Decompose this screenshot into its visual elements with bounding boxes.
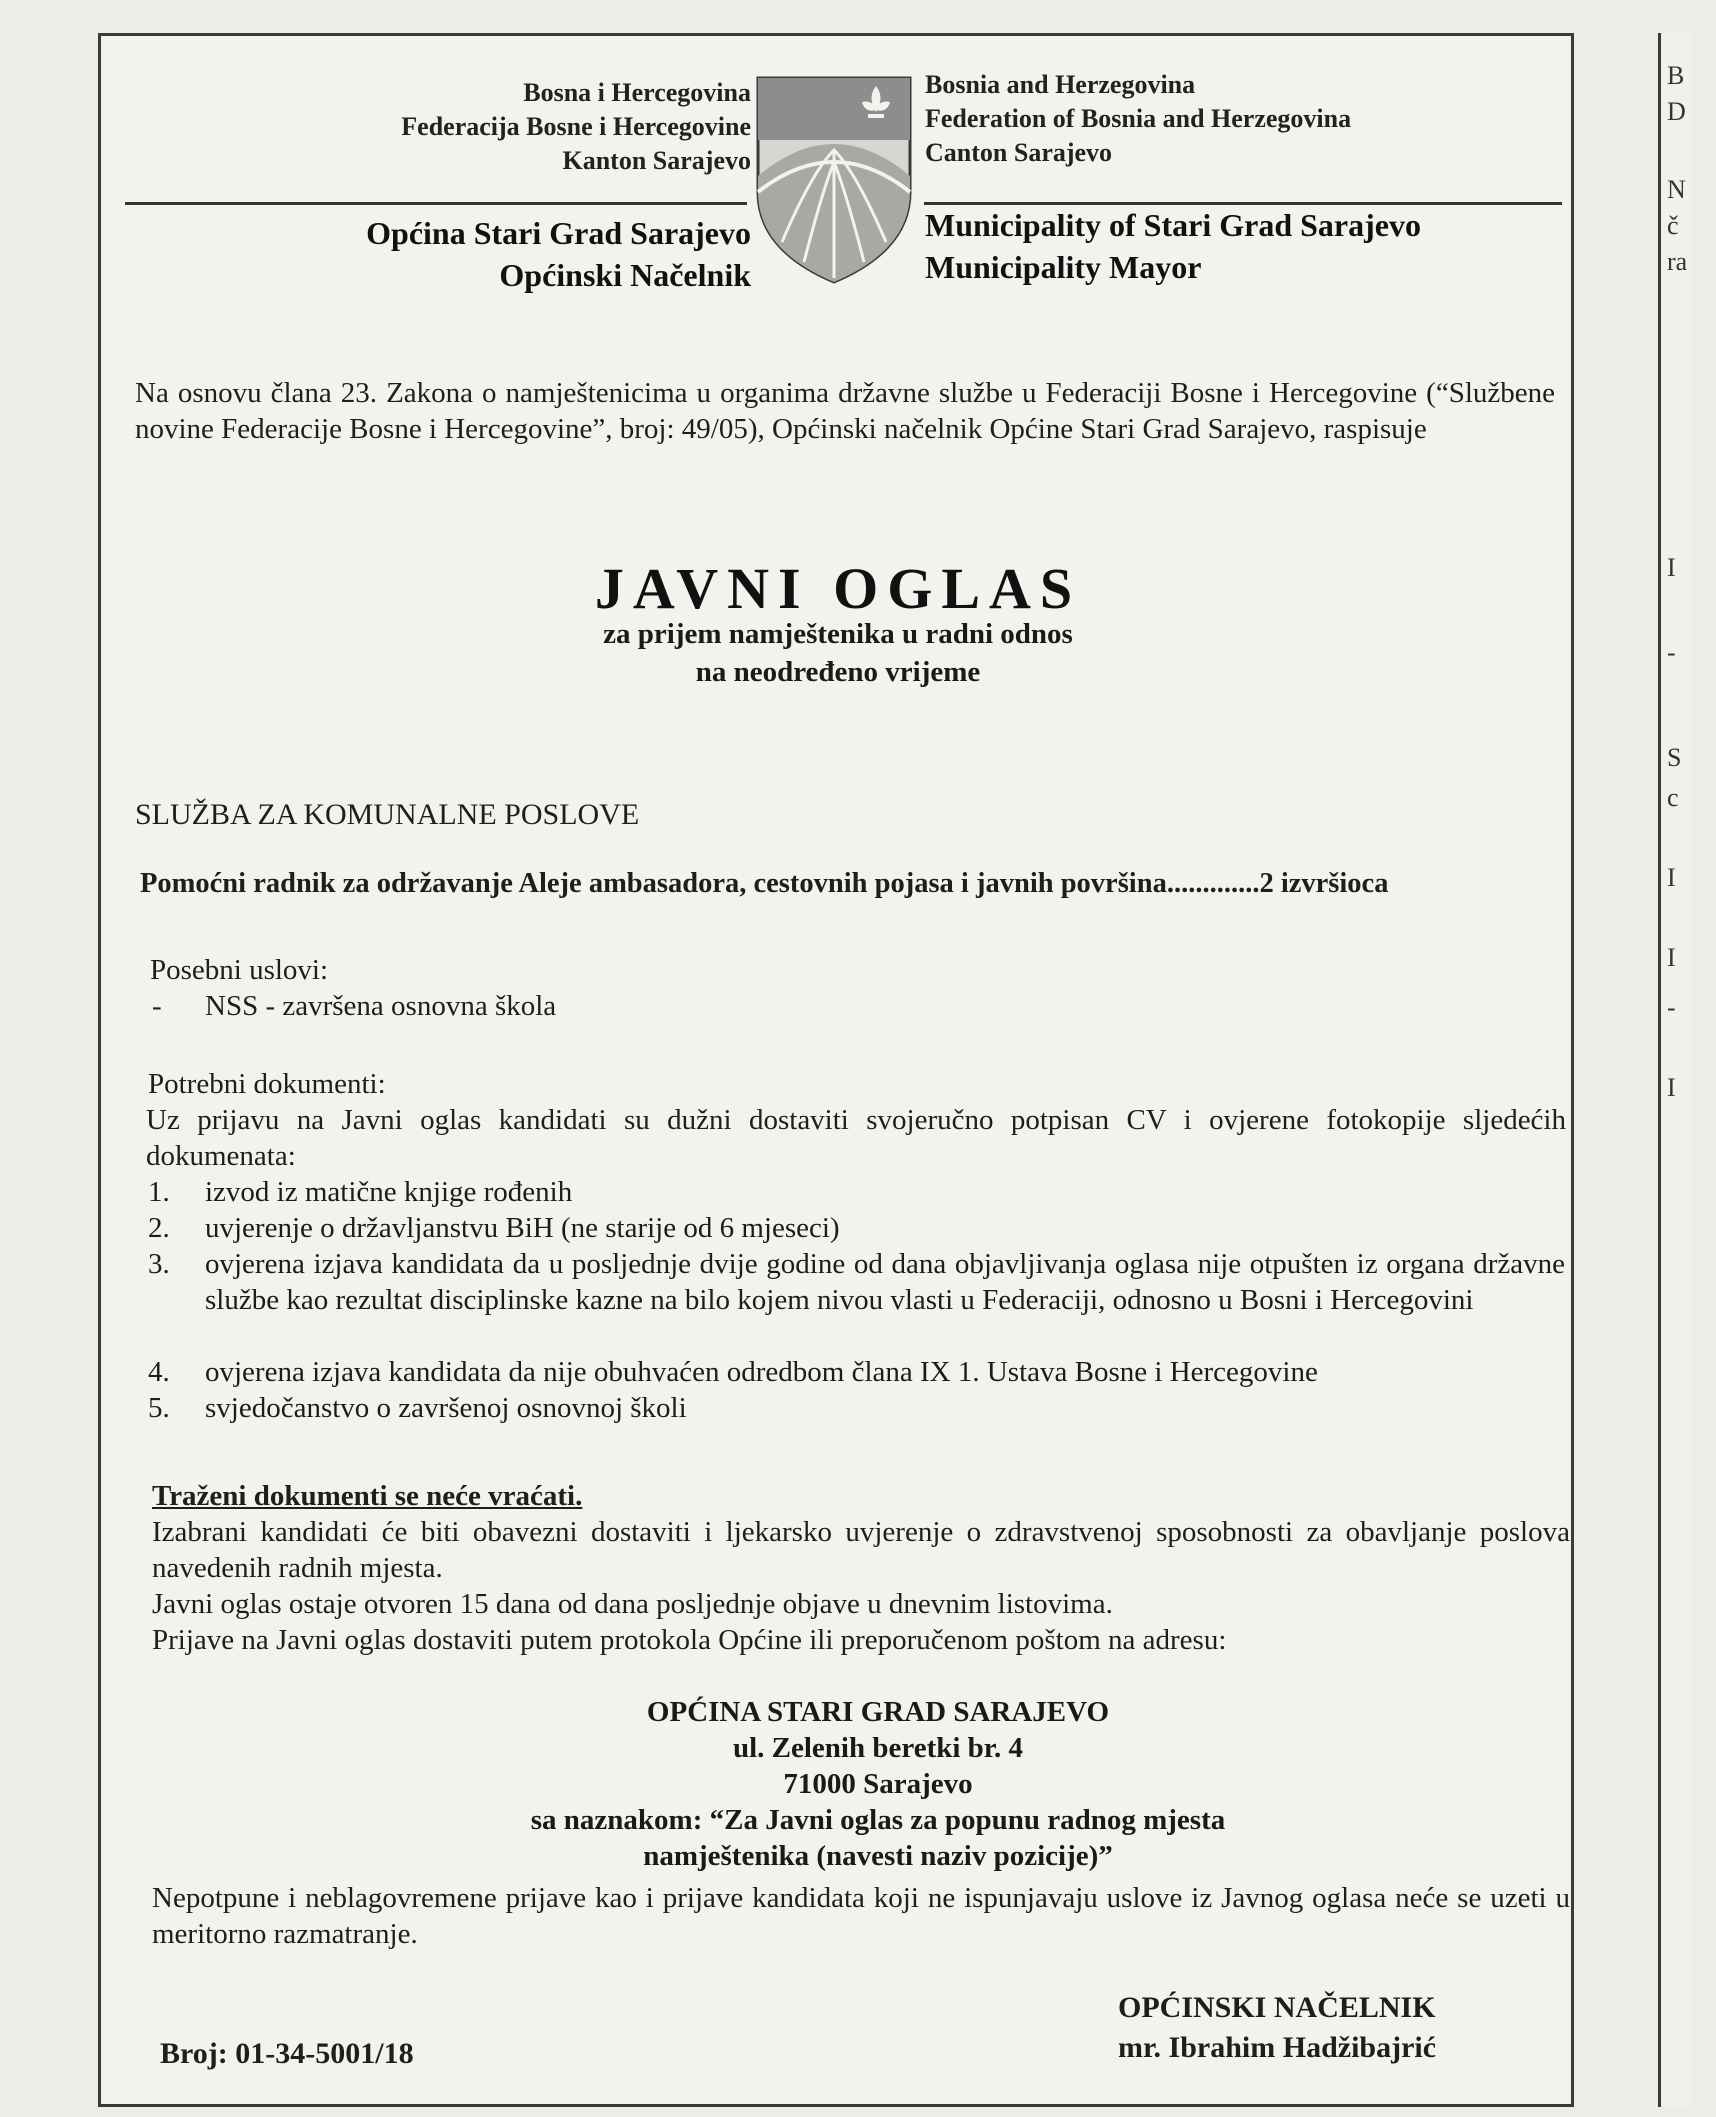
neighbor-fragment: N (1667, 175, 1686, 204)
municipality-name-en: Municipality of Stari Grad Sarajevo (925, 207, 1421, 243)
neighbor-fragment: c (1667, 783, 1679, 812)
document-item-number: 3. (148, 1248, 170, 1280)
address-line: namještenika (navesti naziv pozicije)” (643, 1840, 1113, 1872)
neighbor-fragment: I (1667, 863, 1676, 892)
page-title: JAVNI OGLAS (594, 556, 1082, 621)
special-conditions-dash: - (152, 990, 162, 1022)
neighbor-fragment: D (1667, 97, 1686, 126)
mayor-title-bs: Općinski Načelnik (499, 257, 751, 293)
header-left-country: Bosna i Hercegovina (523, 78, 751, 107)
municipality-crest-icon (752, 72, 916, 286)
document-item-text: izvod iz matične knjige rođenih (205, 1176, 573, 1208)
address-line: 71000 Sarajevo (783, 1768, 973, 1800)
neighbor-fragment: S (1667, 743, 1682, 772)
neighbor-fragment: B (1667, 61, 1685, 90)
address-line: ul. Zelenih beretki br. 4 (732, 1732, 1024, 1764)
notice-line: Prijave na Javni oglas dostaviti putem protokola Općine ili preporučenom poštom na adresu: (152, 1624, 1227, 1656)
position-title: Pomoćni radnik za održavanje Aleje ambasadora, cestovnih pojasa i javnih površina.............2 izvršioca (140, 868, 1389, 899)
document-item-number: 1. (148, 1176, 170, 1208)
municipality-right-block (925, 204, 1421, 288)
special-conditions-item: NSS - završena osnovna škola (205, 990, 557, 1022)
documents-label: Potrebni dokumenti: (148, 1068, 386, 1100)
signature-name: mr. Ibrahim Hadžibajrić (1118, 2031, 1437, 2064)
document-item-number: 2. (148, 1212, 170, 1244)
document-item-text: ovjerena izjava kandidata da nije obuhvaćen odredbom člana IX 1. Ustava Bosne i Hercegovine (205, 1356, 1318, 1388)
header-right-canton: Canton Sarajevo (925, 138, 1113, 167)
subtitle-line-1: za prijem namještenika u radni odnos (603, 618, 1073, 650)
document-item-text: ovjerena izjava kandidata da u posljednje dvije godine od dana objavljivanja oglasa nije otpušten iz organa državne službe kao rezultat disciplinske kazne na bilo kojem nivou vlasti u Federaciji, odnosno u Bosni i Hercegovini (205, 1248, 1565, 1316)
neighbor-fragment: I (1667, 553, 1676, 582)
notice-heading: Traženi dokumenti se neće vraćati. (152, 1480, 583, 1512)
neighbor-fragment: - (1667, 638, 1676, 667)
neighbor-fragment: - (1667, 993, 1676, 1022)
header-right-block (925, 68, 1351, 170)
notice-line: Izabrani kandidati će biti obavezni dostaviti i ljekarsko uvjerenje o zdravstvenoj sposobnosti za obavljanje poslova navedenih radnih mjesta. (152, 1516, 1570, 1584)
address-line: sa naznakom: “Za Javni oglas za popunu radnog mjesta (530, 1804, 1226, 1836)
closing-paragraph: Nepotpune i neblagovremene prijave kao i prijave kandidata koji ne ispunjavaju uslove iz Javnog oglasa neće se uzeti u meritorno razmatranje. (152, 1882, 1570, 1950)
neighbor-fragment: č (1667, 211, 1679, 240)
intro-paragraph: Na osnovu člana 23. Zakona o namještenicima u organima državne službe u Federaciji Bosne i Hercegovine (“Službene novine Federacije Bosne i Hercegovine”, broj: 49/05), Općinski načelnik Općine Stari Grad Sarajevo, raspisuje (135, 377, 1555, 445)
header-left-federation: Federacija Bosne i Hercegovine (401, 112, 751, 141)
neighbor-fragment: I (1667, 943, 1676, 972)
documents-intro: Uz prijavu na Javni oglas kandidati su dužni dostaviti svojeručno potpisan CV i ovjerene fotokopije sljedećih dokumenata: (146, 1104, 1566, 1172)
document-item-number: 5. (148, 1392, 170, 1424)
reference-number: Broj: 01-34-5001/18 (160, 2037, 414, 2070)
document-item-text: uvjerenje o državljanstvu BiH (ne starije od 6 mjeseci) (205, 1212, 840, 1244)
header-divider-left (125, 202, 747, 205)
header-right-federation: Federation of Bosnia and Herzegovina (925, 104, 1352, 133)
document-item-text: svjedočanstvo o završenoj osnovnoj školi (205, 1392, 687, 1424)
mayor-title-en: Municipality Mayor (925, 249, 1202, 285)
neighbor-fragment: I (1667, 1073, 1676, 1102)
special-conditions-label: Posebni uslovi: (150, 954, 329, 986)
municipality-name-bs: Općina Stari Grad Sarajevo (366, 215, 751, 251)
section-heading: SLUŽBA ZA KOMUNALNE POSLOVE (135, 798, 640, 831)
header-left-block (401, 76, 751, 178)
municipality-left-block (366, 212, 751, 296)
subtitle-line-2: na neodređeno vrijeme (695, 656, 981, 688)
header-right-country: Bosnia and Herzegovina (925, 70, 1196, 99)
address-line: OPĆINA STARI GRAD SARAJEVO (646, 1696, 1110, 1728)
notice-line: Javni oglas ostaje otvoren 15 dana od dana posljednje objave u dnevnim listovima. (152, 1588, 1113, 1620)
signature-title: OPĆINSKI NAČELNIK (1118, 1991, 1436, 2024)
document-item-number: 4. (148, 1356, 170, 1388)
header-left-canton: Kanton Sarajevo (562, 146, 751, 175)
neighbor-fragment: ra (1667, 247, 1688, 276)
